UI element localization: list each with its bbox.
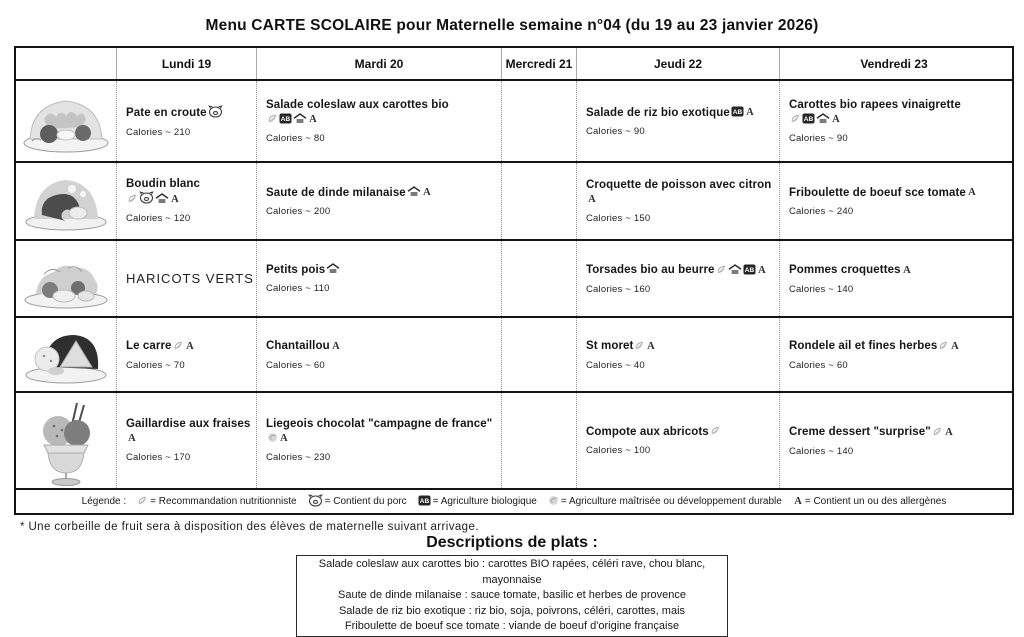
svg-text:A: A — [331, 340, 340, 351]
calorie-label: Calories ~ 140 — [789, 283, 854, 295]
legend-label: Légende : — [81, 496, 127, 507]
dish-name: Pate en croute — [126, 106, 207, 119]
svg-text:A: A — [280, 433, 288, 443]
menu-row-fromage — [16, 318, 1012, 393]
description-line: Salade coleslaw aux carottes bio : carottes BIO rapées, céléri rave, chou blanc, mayonnaise — [318, 558, 706, 586]
dish-name: Croquette de poisson avec citron — [586, 178, 772, 191]
svg-text:A: A — [944, 426, 953, 437]
menu-cell-vendredi — [780, 318, 1008, 391]
menu-row-dessert — [16, 393, 1012, 490]
menu-row-entree — [16, 81, 1012, 163]
menu-cell-lundi — [117, 318, 257, 391]
allergen-icon — [831, 112, 841, 124]
calorie-label: Calories ~ 80 — [266, 132, 325, 144]
legend-text: = Agriculture maîtrisée ou développement durable — [560, 496, 782, 507]
calorie-label: Calories ~ 200 — [266, 206, 331, 217]
svg-text:A: A — [588, 193, 596, 204]
leaf-icon — [127, 193, 138, 204]
dish-name: Boudin blanc — [126, 178, 201, 190]
allergen-icon — [902, 263, 912, 275]
dish-name: Creme dessert "surprise" — [789, 426, 931, 438]
svg-text:AB: AB — [803, 115, 814, 123]
description-line: Saute de dinde milanaise : sauce tomate, basilic et herbes de provence — [338, 589, 686, 601]
menu-cell-mardi — [257, 393, 502, 488]
menu-cell-vendredi — [780, 393, 1008, 488]
svg-text:A: A — [902, 264, 911, 275]
allergen-icon — [587, 192, 597, 204]
calorie-label: Calories ~ 210 — [126, 126, 191, 138]
ab-icon — [279, 113, 292, 124]
menu-cell-jeudi — [577, 81, 780, 161]
allergen-icon — [745, 105, 755, 117]
house-icon — [816, 113, 830, 124]
menu-cell-vendredi — [780, 241, 1008, 316]
calorie-label: Calories ~ 120 — [126, 213, 191, 224]
leaf-icon — [716, 264, 727, 275]
leaf-icon — [790, 113, 801, 124]
food-illustration-fromage — [16, 318, 117, 391]
legend-item — [792, 494, 947, 509]
descriptions-title: Descriptions de plats : — [426, 534, 598, 551]
food-illustration-boudin-blanc — [16, 163, 117, 239]
dish-name: Rondele ail et fines herbes — [789, 340, 938, 352]
menu-cell-mercredi — [502, 241, 577, 316]
leaf-icon — [710, 425, 721, 436]
dish-name: Le carre — [126, 340, 172, 352]
legend-text: = Contient du porc — [324, 496, 407, 507]
svg-text:AB: AB — [744, 266, 754, 274]
legend-text: = Contient un ou des allergènes — [804, 496, 947, 507]
leaf-icon — [634, 340, 645, 351]
dish-name: HARICOTS VERTS — [126, 271, 254, 286]
menu-table — [14, 46, 1014, 515]
ab-icon — [418, 495, 431, 506]
allergen-icon — [793, 494, 803, 506]
column-header-jeudi: Jeudi 22 — [577, 48, 780, 79]
menu-row-plat — [16, 163, 1012, 241]
legend-item — [417, 495, 537, 509]
menu-cell-vendredi — [780, 81, 1008, 161]
svg-text:A: A — [832, 113, 840, 124]
description-line: Salade de riz bio exotique : riz bio, soja, poivrons, céléri, carottes, mais — [338, 604, 686, 617]
eco-icon — [267, 432, 278, 443]
column-header-vendredi: Vendredi 23 — [860, 56, 928, 71]
svg-text:A: A — [309, 113, 317, 124]
svg-text:A: A — [757, 264, 766, 275]
food-illustration-dessert-glace — [16, 393, 117, 488]
menu-cell-jeudi — [577, 318, 780, 391]
description-line: Friboulette de boeuf sce tomate : viande de boeuf d'origine française — [344, 620, 680, 632]
ab-icon — [731, 106, 744, 117]
dish-name: Liegeois chocolat "campagne de france" — [266, 418, 493, 430]
svg-text:A: A — [794, 496, 802, 506]
dish-name: Compote aux abricots — [586, 426, 709, 438]
dish-name: Chantaillou — [266, 340, 330, 352]
calorie-label: Calories ~ 170 — [126, 452, 191, 463]
food-illustration-legumes — [16, 241, 117, 316]
svg-text:A: A — [171, 194, 179, 204]
dish-name: Pommes croquettes — [789, 264, 901, 276]
legend-item — [307, 494, 407, 510]
house-icon — [728, 264, 742, 275]
leaf-icon — [173, 340, 184, 351]
dish-name: Gaillardise aux fraises — [126, 418, 251, 430]
menu-cell-mardi — [257, 318, 502, 391]
svg-text:A: A — [185, 340, 194, 351]
menu-cell-mardi — [257, 163, 502, 239]
calorie-label: Calories ~ 160 — [586, 283, 651, 295]
legend-item — [136, 495, 296, 509]
menu-cell-lundi — [117, 81, 257, 161]
ab-icon — [802, 113, 815, 124]
calorie-label: Calories ~ 230 — [266, 452, 331, 463]
column-header-mardi: Mardi 20 — [257, 48, 502, 79]
dish-name: Petits pois — [266, 264, 326, 276]
ab-icon — [743, 264, 756, 275]
menu-cell-mardi — [257, 81, 502, 161]
calorie-label: Calories ~ 90 — [789, 132, 848, 144]
allergen-icon — [950, 339, 960, 351]
svg-text:A: A — [422, 187, 431, 197]
house-icon — [155, 193, 169, 204]
legend-item — [547, 495, 782, 509]
calorie-label: Calories ~ 150 — [586, 212, 651, 224]
allergen-icon — [308, 112, 318, 124]
dish-name: Saute de dinde milanaise — [266, 186, 406, 199]
menu-cell-lundi — [117, 393, 257, 488]
leaf-icon — [267, 113, 278, 124]
descriptions-box — [296, 555, 728, 637]
dish-name: Friboulette de boeuf sce tomate — [789, 186, 966, 199]
menu-cell-vendredi — [780, 163, 1008, 239]
dish-name: Carottes bio rapees vinaigrette — [789, 98, 961, 111]
leaf-icon — [938, 340, 949, 351]
dish-name: Salade de riz bio exotique — [586, 106, 730, 119]
menu-cell-jeudi — [577, 241, 780, 316]
allergen-icon — [967, 185, 977, 197]
svg-text:A: A — [968, 187, 976, 197]
pig-icon — [308, 494, 323, 507]
calorie-label: Calories ~ 40 — [586, 359, 645, 371]
house-icon — [293, 113, 307, 124]
allergen-icon — [185, 339, 195, 351]
menu-cell-mercredi — [502, 393, 577, 488]
menu-row-legume — [16, 241, 1012, 318]
column-header-lundi: Lundi 19 — [117, 48, 257, 79]
column-header-mercredi: Mercredi 21 — [502, 48, 577, 79]
column-header-image — [16, 48, 117, 79]
allergen-icon — [127, 431, 137, 443]
menu-cell-lundi — [117, 241, 257, 316]
dish-name: Torsades bio au beurre — [586, 264, 715, 276]
legend-text: = Recommandation nutritionniste — [150, 496, 297, 507]
allergen-icon — [944, 425, 954, 437]
svg-text:A: A — [647, 340, 656, 351]
allergen-icon — [279, 431, 289, 443]
dish-name: Salade coleslaw aux carottes bio — [266, 98, 449, 111]
svg-text:A: A — [128, 433, 136, 443]
calorie-label: Calories ~ 140 — [789, 445, 854, 457]
dish-name: St moret — [586, 340, 634, 352]
menu-cell-jeudi — [577, 163, 780, 239]
menu-cell-mardi — [257, 241, 502, 316]
house-icon — [326, 263, 340, 274]
menu-cell-mercredi — [502, 81, 577, 161]
svg-text:AB: AB — [419, 497, 429, 505]
house-icon — [407, 186, 421, 197]
pig-icon — [139, 191, 154, 204]
pig-icon — [208, 105, 223, 118]
table-header-row — [16, 48, 1012, 81]
svg-text:A: A — [951, 340, 960, 351]
menu-cell-lundi — [117, 163, 257, 239]
allergen-icon — [757, 263, 767, 275]
svg-text:A: A — [746, 107, 754, 117]
calorie-label: Calories ~ 240 — [789, 206, 854, 217]
allergen-icon — [331, 339, 341, 351]
leaf-icon — [932, 426, 943, 437]
allergen-icon — [170, 192, 180, 204]
svg-text:AB: AB — [732, 109, 743, 116]
menu-cell-mercredi — [502, 318, 577, 391]
fruit-basket-footnote: * Une corbeille de fruit sera à disposition des élèves de maternelle suivant arrivage. — [20, 521, 479, 533]
legend-text: = Agriculture biologique — [432, 496, 537, 507]
menu-cell-mercredi — [502, 163, 577, 239]
leaf-icon — [137, 495, 148, 506]
svg-text:AB: AB — [280, 115, 291, 123]
food-illustration-pate-en-croute — [16, 81, 117, 161]
calorie-label: Calories ~ 70 — [126, 359, 185, 371]
calorie-label: Calories ~ 60 — [789, 359, 848, 371]
allergen-icon — [646, 339, 656, 351]
page-title: Menu CARTE SCOLAIRE pour Maternelle semaine n°04 (du 19 au 23 janvier 2026) — [205, 17, 819, 34]
calorie-label: Calories ~ 90 — [586, 126, 645, 137]
calorie-label: Calories ~ 100 — [586, 445, 651, 456]
allergen-icon — [422, 185, 432, 197]
menu-cell-jeudi — [577, 393, 780, 488]
eco-icon — [548, 495, 559, 506]
calorie-label: Calories ~ 60 — [266, 359, 325, 371]
legend-row — [16, 490, 1012, 513]
calorie-label: Calories ~ 110 — [266, 283, 330, 294]
